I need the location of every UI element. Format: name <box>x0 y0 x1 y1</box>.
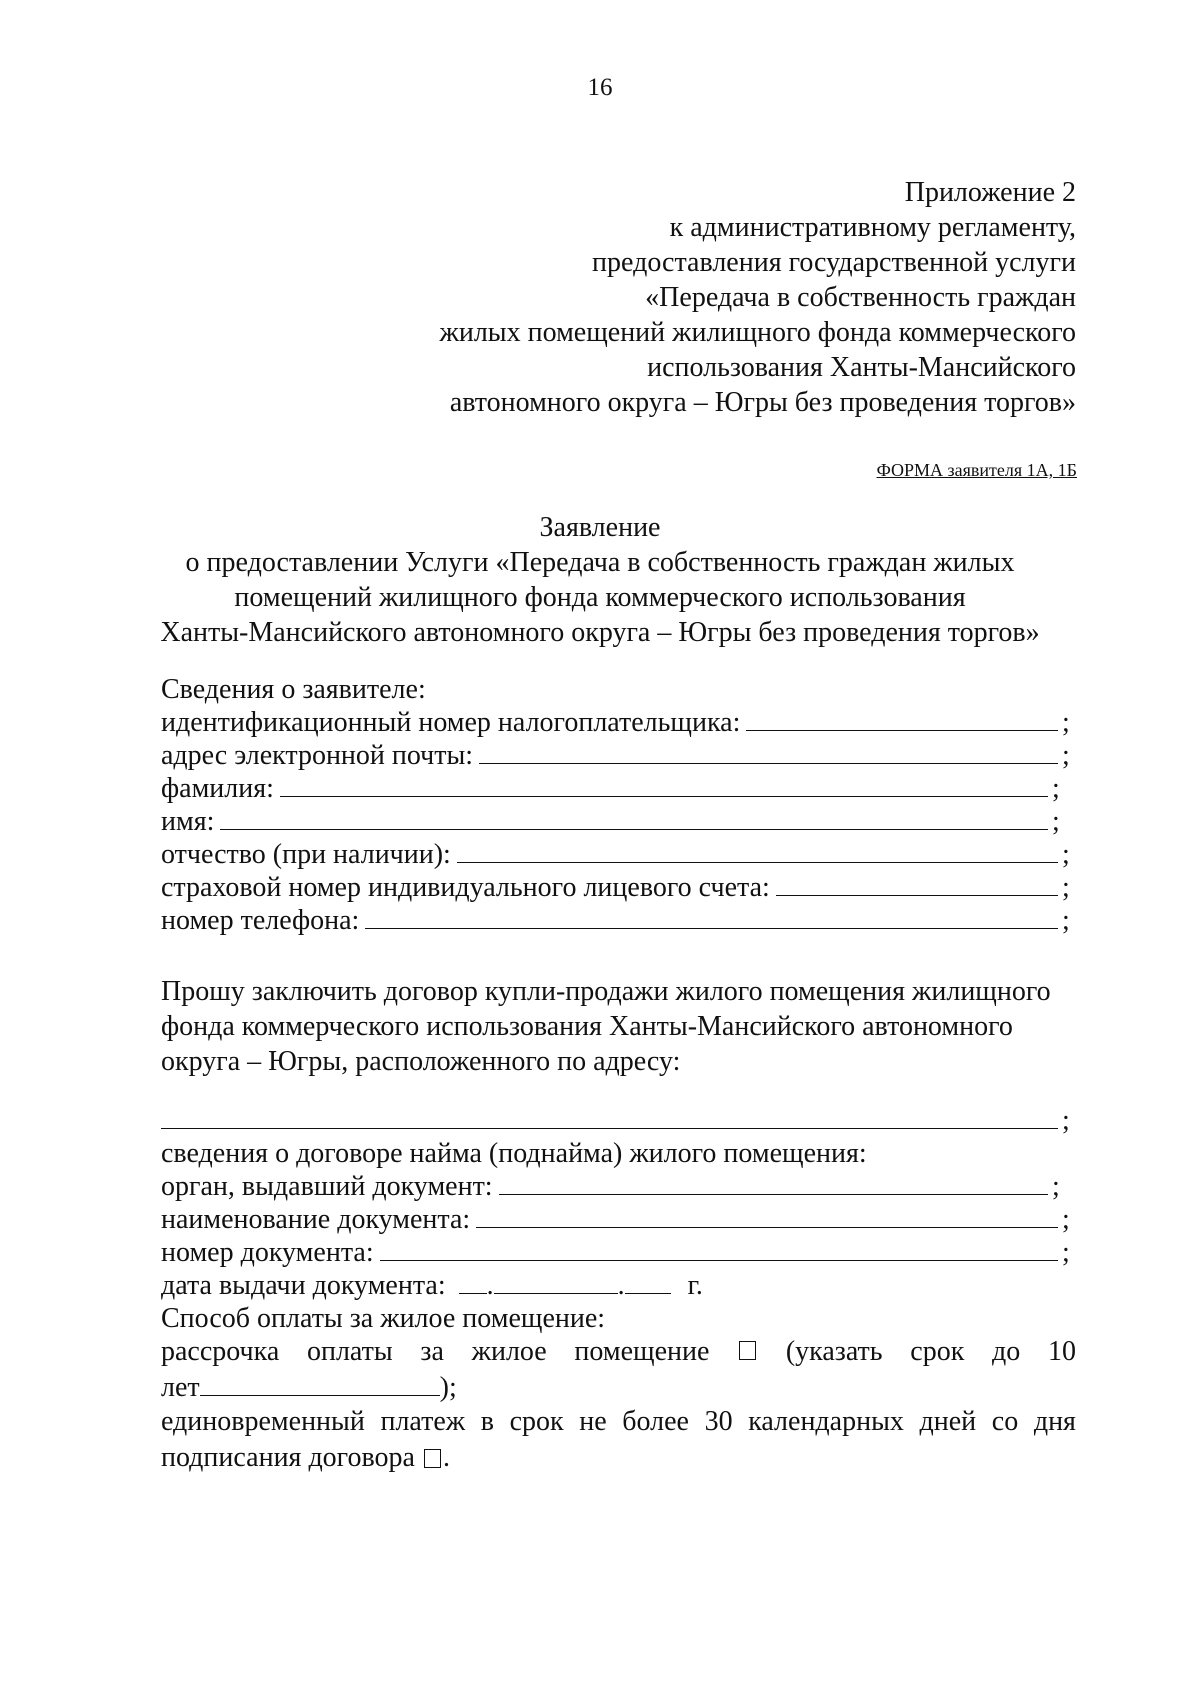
word: платеж <box>380 1406 466 1437</box>
date-year-input[interactable] <box>625 1271 671 1294</box>
patronymic-input[interactable] <box>457 840 1058 863</box>
appendix-line: автономного округа – Югры без проведения торгов» <box>449 387 1076 418</box>
snils-field <box>161 871 1076 904</box>
snils-input[interactable] <box>776 873 1058 896</box>
word: (указать <box>785 1336 883 1367</box>
applicant-header: Сведения о заявителе: <box>161 674 426 705</box>
installment-years-label: лет <box>161 1372 200 1403</box>
patronymic-field <box>161 838 1076 871</box>
lump-sum-checkbox[interactable] <box>424 1449 441 1468</box>
appendix-line: Приложение 2 <box>904 177 1076 208</box>
date-day-input[interactable] <box>459 1271 487 1294</box>
date-separator: . <box>617 1270 625 1301</box>
doc-name-input[interactable] <box>476 1205 1058 1228</box>
request-line: Прошу заключить договор купли-продажи жилого помещения жилищного <box>161 976 1051 1007</box>
name-input[interactable] <box>220 807 1048 830</box>
date-separator: . <box>486 1270 494 1301</box>
field-label: отчество (при наличии): <box>161 839 451 870</box>
title-line: Ханты-Мансийского автономного округа – Югры без проведения торгов» <box>160 617 1040 648</box>
word: срок <box>910 1336 965 1367</box>
date-month-input[interactable] <box>494 1271 618 1294</box>
word: дня <box>1033 1406 1076 1437</box>
field-end: ; <box>1062 872 1070 903</box>
lump-sum-label: подписания договора <box>161 1442 415 1473</box>
phone-input[interactable] <box>365 906 1058 929</box>
field-label: идентификационный номер налогоплательщика: <box>161 707 741 738</box>
inn-input[interactable] <box>746 708 1058 731</box>
installment-option <box>161 1335 1076 1370</box>
inn-field <box>161 706 1076 739</box>
contract-section <box>161 1104 1076 1335</box>
surname-input[interactable] <box>280 774 1048 797</box>
lump-sum-end: . <box>442 1442 450 1473</box>
request-line: округа – Югры, расположенного по адресу: <box>161 1046 681 1077</box>
field-label: страховой номер индивидуального лицевого счета: <box>161 872 770 903</box>
address-input[interactable] <box>161 1106 1058 1129</box>
request-paragraph <box>161 974 1076 1079</box>
field-label: имя: <box>161 806 215 837</box>
word: до <box>992 1336 1021 1367</box>
field-end: ; <box>1062 905 1070 936</box>
surname-field <box>161 772 1076 805</box>
field-end: ; <box>1062 1237 1070 1268</box>
doc-name-field <box>161 1203 1076 1236</box>
document-title <box>100 510 1100 650</box>
appendix-line: «Передача в собственность граждан <box>645 282 1076 313</box>
form-code: ФОРМА заявителя 1А, 1Б <box>876 460 1077 480</box>
word: оплаты <box>306 1336 393 1367</box>
appendix-header <box>440 175 1077 420</box>
issuer-input[interactable] <box>499 1172 1048 1195</box>
appendix-line: предоставления государственной услуги <box>592 247 1076 278</box>
payment-header: Способ оплаты за жилое помещение: <box>161 1303 606 1334</box>
doc-number-field <box>161 1236 1076 1269</box>
installment-term-field <box>161 1370 1076 1405</box>
page-number: 16 <box>587 74 613 101</box>
year-suffix: г. <box>687 1270 703 1301</box>
field-end: ; <box>1062 707 1070 738</box>
word: 30 <box>704 1406 733 1437</box>
phone-field <box>161 904 1076 937</box>
field-label: дата выдачи документа: <box>161 1270 446 1301</box>
field-label: наименование документа: <box>161 1204 471 1235</box>
word: календарных <box>748 1406 904 1437</box>
appendix-line: к административному регламенту, <box>669 212 1076 243</box>
address-field <box>161 1104 1076 1137</box>
word: более <box>622 1406 689 1437</box>
word: за <box>420 1336 444 1367</box>
word: рассрочка <box>161 1336 280 1367</box>
payment-section <box>161 1335 1076 1475</box>
issue-date-field <box>161 1269 1076 1302</box>
word: 10 <box>1047 1336 1076 1367</box>
installment-term-input[interactable] <box>200 1373 440 1396</box>
field-end: ; <box>1052 1171 1060 1202</box>
field-label: номер документа: <box>161 1237 374 1268</box>
field-label: адрес электронной почты: <box>161 740 474 771</box>
field-label: номер телефона: <box>161 905 360 936</box>
name-field <box>161 805 1076 838</box>
title-heading: Заявление <box>539 512 661 543</box>
title-line: о предоставлении Услуги «Передача в собственность граждан жилых <box>185 547 1015 578</box>
word: дней <box>919 1406 977 1437</box>
word: срок <box>509 1406 564 1437</box>
email-field <box>161 739 1076 772</box>
lump-sum-option <box>161 1405 1076 1440</box>
installment-close: ); <box>439 1372 457 1403</box>
field-end: ; <box>1052 806 1060 837</box>
request-line: фонда коммерческого использования Ханты-Мансийского автономного <box>161 1011 1013 1042</box>
issuer-field <box>161 1170 1076 1203</box>
word: помещение <box>574 1336 710 1367</box>
installment-checkbox[interactable] <box>739 1341 756 1360</box>
title-line: помещений жилищного фонда коммерческого использования <box>234 582 966 613</box>
contract-header: сведения о договоре найма (поднайма) жилого помещения: <box>161 1138 867 1169</box>
word: жилое <box>471 1336 547 1367</box>
email-input[interactable] <box>479 741 1058 764</box>
field-end: ; <box>1052 773 1060 804</box>
word: в <box>480 1406 494 1437</box>
field-end: ; <box>1062 1204 1070 1235</box>
doc-number-input[interactable] <box>380 1238 1058 1261</box>
field-end: ; <box>1062 839 1070 870</box>
lump-sum-cont <box>161 1440 1076 1475</box>
word: единовременный <box>161 1406 365 1437</box>
field-end: ; <box>1062 740 1070 771</box>
field-end: ; <box>1062 1105 1070 1136</box>
applicant-section <box>161 673 1076 937</box>
appendix-line: использования Ханты-Мансийского <box>647 352 1076 383</box>
word: не <box>579 1406 607 1437</box>
field-label: фамилия: <box>161 773 274 804</box>
field-label: орган, выдавший документ: <box>161 1171 493 1202</box>
appendix-line: жилых помещений жилищного фонда коммерческого <box>439 317 1076 348</box>
word: со <box>991 1406 1019 1437</box>
